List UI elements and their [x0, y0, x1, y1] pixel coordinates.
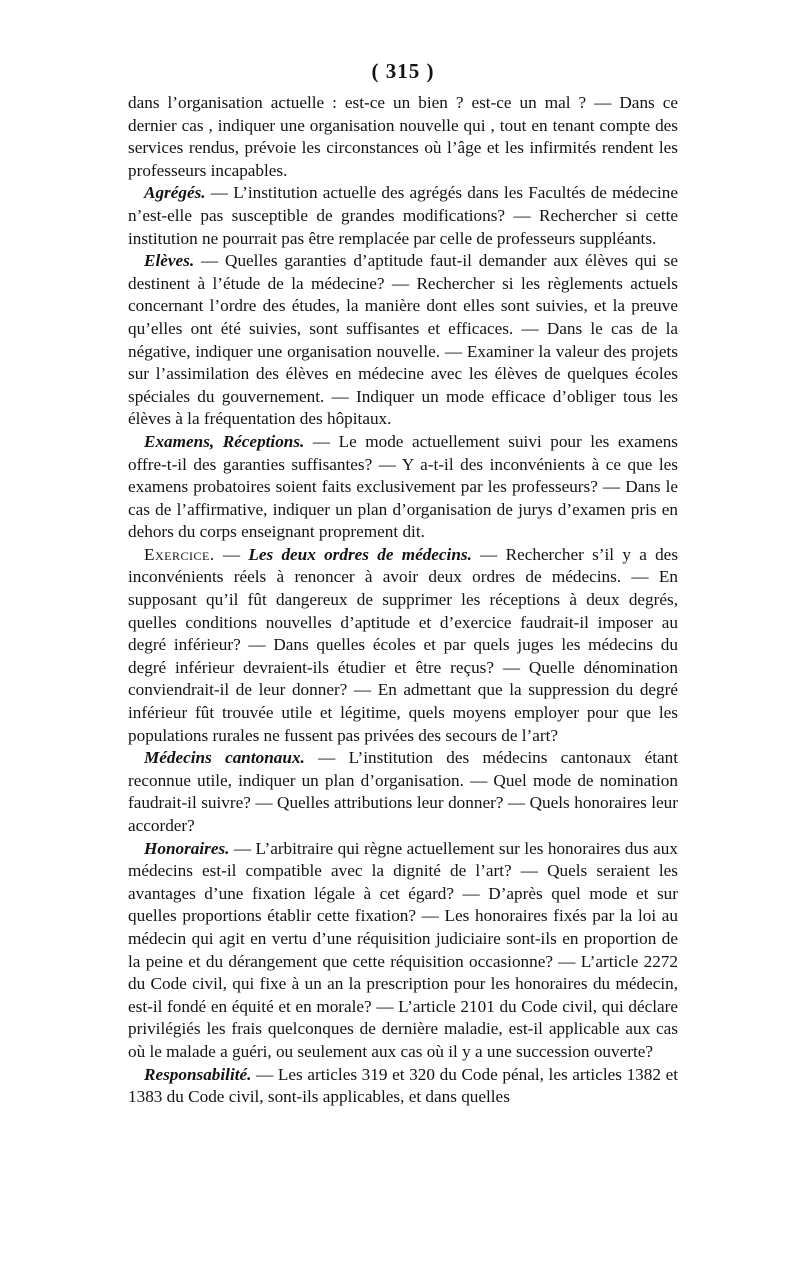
paragraph-text: — Rechercher s’il y a des inconvénients réels à renoncer à avoir deux ordres de médecins. — En supposant qu’il fût dangereux de supprimer les réceptions à deux degrés, quelles conditions nouvelles d’aptitude et d’exercice faudrait-il imposer au degré inférieur? — Dans quelles écoles et par quels juges les médecins du degré inférieur devraient-ils étudier et être reçus? — Quelle dénomination conviendrait-il de leur donner? — En admettant que la suppression du degré inférieur fût trouvée utile et légitime, quels moyens employer pour que les populations rurales ne fussent pas privées des secours de l’art? — [128, 544, 679, 745]
paragraph-text: — Les articles 319 et 320 du Code pénal, les articles 1382 et 1383 du Code civil, sont-ils applicables, et dans quelles — [128, 1064, 678, 1107]
paragraph-text: dans l’organisation actuelle : est-ce un bien ? est-ce un mal ? — Dans ce dernier cas , indiquer une organisation nouvelle qui , tout en tenant compte des services rendus, prévoie les circonstances où l’âge et les infirmités rendent les professeurs incapables. — [128, 93, 678, 180]
section-heading: Examens, Réceptions. — [144, 431, 305, 451]
paragraph-exercice — [128, 544, 678, 747]
paragraph-cantonaux — [128, 747, 678, 837]
paragraph-agreges — [128, 182, 678, 250]
body-text — [128, 92, 678, 1109]
paragraph-honoraires — [128, 838, 678, 1064]
paragraph-text: — Le mode actuellement suivi pour les examens offre-t-il des garanties suffisantes? — Y a-t-il des inconvénients à ce que les examens probatoires soient faits exclusivement par les professeurs? — Dans le cas de l’affirmative, indiquer un plan d’organisation de jurys d’examen pris en dehors du corps enseignant proprement dit. — [128, 431, 678, 542]
paragraph-text: — L’institution des médecins cantonaux étant reconnue utile, indiquer un plan d’organisation. — Quel mode de nomination faudrait-il suivre? — Quelles attributions leur donner? — Quels honoraires leur accorder? — [128, 748, 678, 835]
section-heading: Médecins cantonaux. — [144, 748, 305, 768]
paragraph-intro — [128, 92, 678, 182]
paragraph-eleves — [128, 250, 678, 431]
separator-dash: — — [222, 544, 249, 564]
paragraph-text: — L’arbitraire qui règne actuellement sur les honoraires dus aux médecins est-il compatible avec la dignité de l’art? — Quels seraient les avantages d’une fixation légale à cet égard? — D’après quel mode et sur quelles proportions établir cette fixation? — Les honoraires fixés par la loi au médecin qui agit en vertu d’une réquisition judiciaire sont-ils en proportion de la peine et du dérangement que cette réquisition occasionne? — L’article 2272 du Code civil, qui fixe à un an la prescription pour les honoraires du médecin, est-il fondé en équité et en morale? — L’article 2101 du Code civil, qui déclare privilégiés les frais quelconques de dernière maladie, est-il applicable aux cas où le malade a guéri, ou seulement aux cas où il y a une succession ouverte? — [128, 838, 678, 1061]
paragraph-text: — L’institution actuelle des agrégés dans les Facultés de médecine n’est-elle pas susceptible de grandes modifications? — Rechercher si cette institution ne pourrait pas être remplacée par celle de professeurs suppléants. — [128, 183, 678, 248]
page-number: ( 315 ) — [371, 59, 435, 83]
section-heading: Responsabilité. — [144, 1064, 252, 1084]
section-heading: Elèves. — [144, 251, 195, 271]
section-heading: Agrégés. — [144, 183, 206, 203]
paragraph-responsabilite — [128, 1064, 678, 1109]
paragraph-examens — [128, 431, 678, 544]
section-heading: Les deux ordres de médecins. — [248, 544, 472, 564]
section-label: Exercice. — [144, 544, 215, 564]
section-heading: Honoraires. — [144, 838, 230, 858]
paragraph-text: — Quelles garanties d’aptitude faut-il demander aux élèves qui se destinent à l’étude de la médecine? — Rechercher si les règlements actuels concernant l’ordre des études, la manière dont elles sont suivies, et la preuve qu’elles ont été suivies, sont suffisantes et efficaces. — Dans le cas de la négative, indiquer une organisation nouvelle. — Examiner la valeur des projets sur l’assimilation des élèves en médecine avec les élèves de quelques écoles spéciales du gouvernement. — Indiquer un mode efficace d’obliger tous les élèves à la fréquentation des hôpitaux. — [128, 251, 678, 429]
document-page — [128, 58, 678, 1109]
